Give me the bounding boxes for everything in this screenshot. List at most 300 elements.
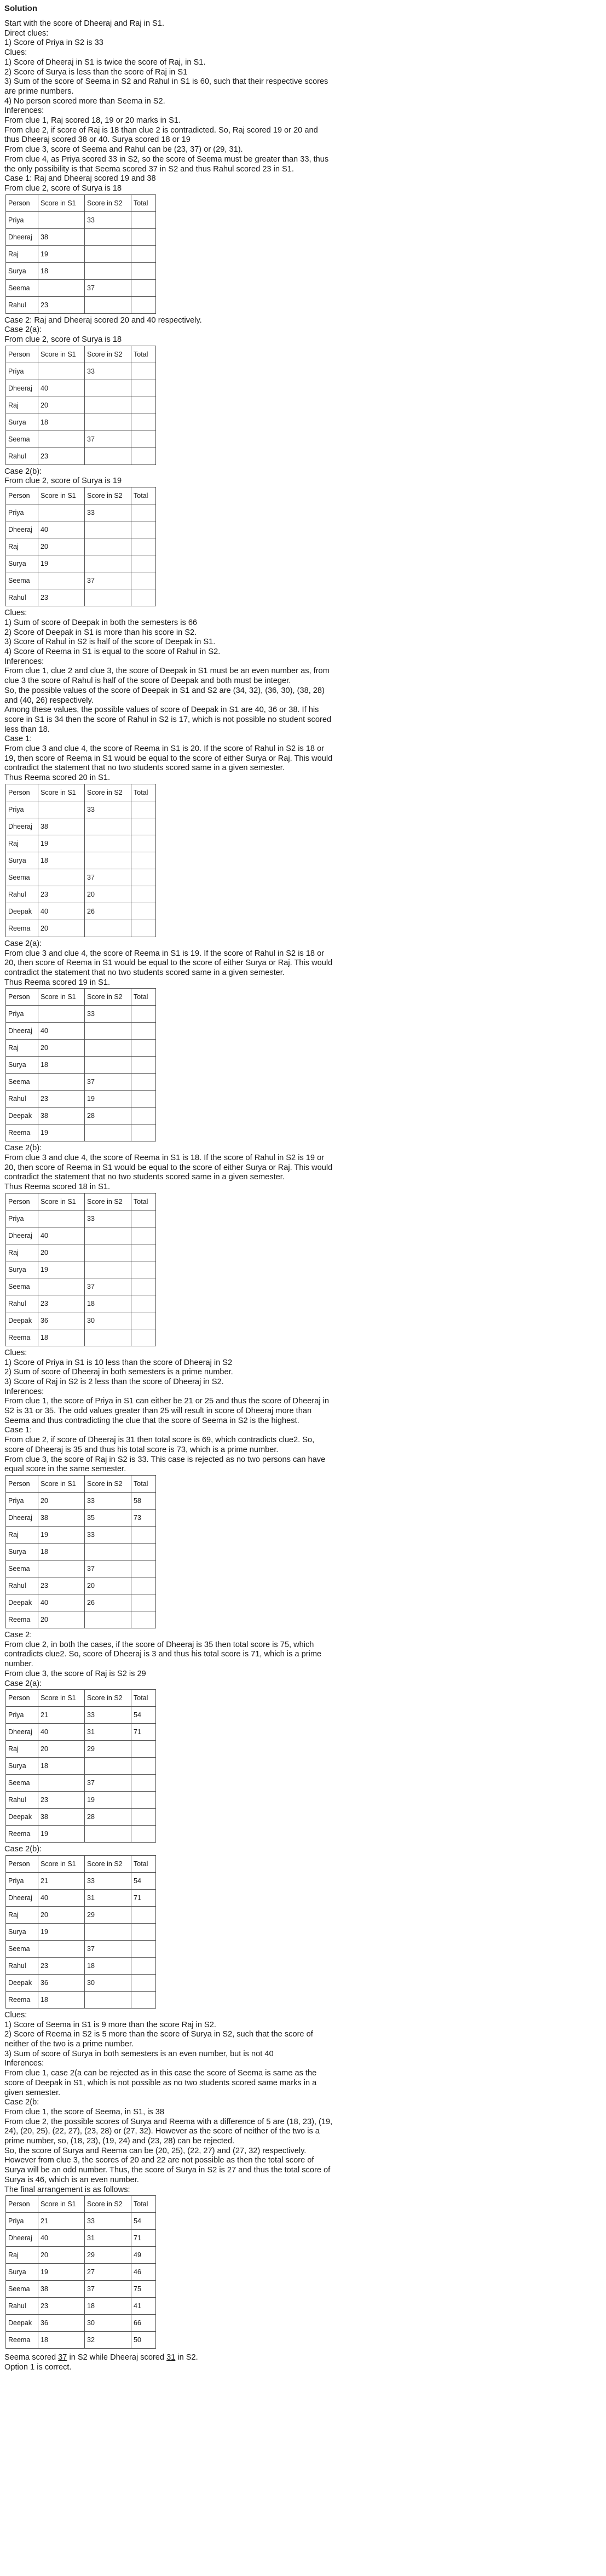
table-cell: Priya xyxy=(6,363,38,380)
table-cell: 37 xyxy=(85,572,131,589)
table-header-cell: Score in S2 xyxy=(85,194,131,211)
table-cell: 27 xyxy=(85,2264,131,2281)
text-block xyxy=(4,1349,601,1475)
table-cell: Dheeraj xyxy=(6,1889,38,1906)
answer-suffix: in S2. xyxy=(175,2353,198,2362)
table-header-cell: Person xyxy=(6,487,38,504)
text-line: Clues: xyxy=(4,2010,27,2020)
table-cell: 71 xyxy=(131,2230,156,2247)
table-cell: Surya xyxy=(6,1923,38,1940)
table-row xyxy=(6,1108,156,1125)
table-cell xyxy=(131,886,156,903)
table-cell xyxy=(131,1023,156,1040)
table-cell: Raj xyxy=(6,1741,38,1758)
text-line: From clue 2, score of Surya is 18 xyxy=(4,183,122,193)
table-cell: 26 xyxy=(85,1594,131,1611)
table-row xyxy=(6,1329,156,1346)
table-cell: 41 xyxy=(131,2298,156,2315)
table-cell: Rahul xyxy=(6,1792,38,1809)
table-cell: 37 xyxy=(85,279,131,296)
table-cell xyxy=(131,1577,156,1594)
table-cell xyxy=(131,363,156,380)
score-table-wrapper xyxy=(4,1689,601,1843)
table-cell: Raj xyxy=(6,1527,38,1544)
table-cell xyxy=(85,1991,131,2008)
text-block xyxy=(4,939,601,988)
table-cell: 18 xyxy=(85,1295,131,1312)
text-line: contradict the statement that no two students scored same in a given semester. xyxy=(4,1173,285,1182)
table-header-row xyxy=(6,2196,156,2213)
table-cell xyxy=(131,869,156,886)
table-row xyxy=(6,869,156,886)
table-row xyxy=(6,1826,156,1843)
text-line: Case 1: xyxy=(4,735,32,744)
table-cell: Raj xyxy=(6,245,38,262)
table-cell xyxy=(85,521,131,538)
text-line: 3) Sum of the score of Seema in S2 and Rahul in S1 is 60, such that their respective scores xyxy=(4,77,328,87)
table-row xyxy=(6,852,156,869)
table-cell xyxy=(85,1227,131,1244)
text-line: 3) Score of Raj in S2 is 2 less than the score of Dheeraj in S2. xyxy=(4,1377,224,1386)
table-cell: Dheeraj xyxy=(6,2230,38,2247)
text-line: Case 2(a): xyxy=(4,325,42,335)
text-line: Case 2(a): xyxy=(4,1679,42,1688)
table-header-cell: Score in S2 xyxy=(85,1690,131,1707)
table-cell xyxy=(131,1611,156,1628)
table-header-cell: Total xyxy=(131,1855,156,1872)
table-cell xyxy=(131,1006,156,1023)
table-row xyxy=(6,1957,156,1974)
table-cell: 33 xyxy=(85,1707,131,1724)
table-cell: 37 xyxy=(85,1775,131,1792)
table-cell xyxy=(131,431,156,447)
table-cell: 38 xyxy=(38,228,85,245)
table-cell: 23 xyxy=(38,1957,85,1974)
table-cell: 33 xyxy=(85,1210,131,1227)
text-line: From clue 3, the score of Raj in S2 is 33. This case is rejected as no two persons can have xyxy=(4,1455,326,1464)
table-cell: 37 xyxy=(85,1278,131,1295)
table-cell xyxy=(131,818,156,835)
table-cell: 75 xyxy=(131,2281,156,2298)
table-cell xyxy=(131,1775,156,1792)
table-cell xyxy=(38,279,85,296)
text-line: score of Deepak in S1, which is not possible as no two students scored same marks in a xyxy=(4,2078,317,2087)
table-cell: 33 xyxy=(85,2213,131,2230)
text-line: Inferences: xyxy=(4,2059,44,2068)
table-header-cell: Person xyxy=(6,1690,38,1707)
text-line: 24), (20, 25), (22, 27), (23, 28) or (27, 32). However as the score of neither of the two is a xyxy=(4,2127,320,2136)
table-row xyxy=(6,1792,156,1809)
table-cell: Deepak xyxy=(6,2315,38,2332)
table-cell: 30 xyxy=(85,1974,131,1991)
table-cell xyxy=(85,1023,131,1040)
table-cell xyxy=(85,262,131,279)
table-cell xyxy=(131,801,156,818)
table-cell xyxy=(131,1108,156,1125)
table-header-cell: Score in S2 xyxy=(85,346,131,363)
table-cell: 20 xyxy=(38,1741,85,1758)
table-cell: 40 xyxy=(38,903,85,920)
table-cell: 19 xyxy=(38,1527,85,1544)
table-header-cell: Score in S2 xyxy=(85,487,131,504)
table-cell xyxy=(38,572,85,589)
table-cell: Surya xyxy=(6,1057,38,1074)
table-cell xyxy=(131,1091,156,1108)
page-title: Solution xyxy=(4,4,37,13)
table-header-cell: Total xyxy=(131,346,156,363)
table-cell xyxy=(38,211,85,228)
table-cell: 19 xyxy=(38,835,85,852)
table-cell xyxy=(131,279,156,296)
text-line: Clues: xyxy=(4,1348,27,1357)
table-cell: 50 xyxy=(131,2332,156,2349)
table-cell: 38 xyxy=(38,818,85,835)
table-cell: 37 xyxy=(85,869,131,886)
table-cell xyxy=(131,1295,156,1312)
table-header-cell: Score in S2 xyxy=(85,1855,131,1872)
table-cell: 19 xyxy=(38,1261,85,1278)
table-cell: 20 xyxy=(85,1577,131,1594)
answer-prefix: Seema scored xyxy=(4,2353,59,2362)
table-cell: 33 xyxy=(85,363,131,380)
table-cell: 19 xyxy=(38,2264,85,2281)
table-cell: 23 xyxy=(38,589,85,606)
text-line: number. xyxy=(4,1660,33,1669)
table-cell: Surya xyxy=(6,262,38,279)
table-header-row xyxy=(6,1476,156,1493)
table-cell: Deepak xyxy=(6,1974,38,1991)
table-cell xyxy=(131,1594,156,1611)
text-line: 20, then score of Reema in S1 would be equal to the score of either Surya or Raj. This would xyxy=(4,959,333,968)
table-cell: Dheeraj xyxy=(6,818,38,835)
text-line: contradict the statement that no two students scored same in a given semester. xyxy=(4,764,285,773)
text-line: 2) Score of Reema in S2 is 5 more than the score of Surya in S2, such that the score of xyxy=(4,2030,313,2039)
table-row xyxy=(6,1510,156,1527)
table-cell: 21 xyxy=(38,2213,85,2230)
table-cell: 54 xyxy=(131,2213,156,2230)
table-cell xyxy=(85,296,131,313)
table-cell: 40 xyxy=(38,1889,85,1906)
table-cell: 37 xyxy=(85,2281,131,2298)
text-line: Inferences: xyxy=(4,1387,44,1396)
table-cell: 40 xyxy=(38,1023,85,1040)
table-cell xyxy=(131,1991,156,2008)
table-row xyxy=(6,504,156,521)
table-header-cell: Person xyxy=(6,1855,38,1872)
table-cell: Seema xyxy=(6,431,38,447)
table-cell xyxy=(131,1278,156,1295)
table-cell: 40 xyxy=(38,380,85,397)
table-row xyxy=(6,211,156,228)
table-cell: Raj xyxy=(6,397,38,414)
table-cell xyxy=(131,447,156,464)
text-line: Case 1: xyxy=(4,1426,32,1435)
table-cell xyxy=(131,1527,156,1544)
text-block xyxy=(4,1845,601,1855)
table-cell: 37 xyxy=(85,1074,131,1091)
table-cell xyxy=(38,504,85,521)
text-line: and (40, 26) respectively. xyxy=(4,696,94,705)
table-cell xyxy=(38,869,85,886)
table-cell: 19 xyxy=(85,1792,131,1809)
text-line: From clue 3, the score of Raj is S2 is 29 xyxy=(4,1669,146,1678)
text-line: Thus Reema scored 19 in S1. xyxy=(4,978,111,987)
table-cell: Seema xyxy=(6,1560,38,1577)
text-line: Case 2(b): xyxy=(4,1845,42,1854)
text-line: From clue 4, as Priya scored 33 in S2, so the score of Seema must be greater than 33, thus xyxy=(4,154,329,164)
score-table xyxy=(5,1689,156,1843)
answer-block xyxy=(4,2353,601,2372)
table-header-cell: Total xyxy=(131,487,156,504)
table-row xyxy=(6,1312,156,1329)
table-cell xyxy=(85,380,131,397)
text-line: are prime numbers. xyxy=(4,87,74,96)
table-cell: 20 xyxy=(38,920,85,937)
table-cell: 33 xyxy=(85,1872,131,1889)
table-cell: 18 xyxy=(85,2298,131,2315)
text-line: 1) Score of Dheeraj in S1 is twice the score of Raj, in S1. xyxy=(4,58,206,67)
table-row xyxy=(6,1006,156,1023)
table-row xyxy=(6,2230,156,2247)
table-cell xyxy=(38,1560,85,1577)
score-table xyxy=(5,2195,156,2349)
text-line: Surya is 46, which is an even number. xyxy=(4,2175,139,2184)
table-cell: Priya xyxy=(6,504,38,521)
table-header-cell: Score in S2 xyxy=(85,2196,131,2213)
score-table xyxy=(5,784,156,937)
table-cell: Seema xyxy=(6,1775,38,1792)
table-cell: 18 xyxy=(38,1057,85,1074)
table-cell xyxy=(131,414,156,431)
text-line: Among these values, the possible values of score of Deepak in S1 are 40, 36 or 38. If his xyxy=(4,705,319,715)
table-row xyxy=(6,1611,156,1628)
table-cell: Dheeraj xyxy=(6,1510,38,1527)
table-cell: 19 xyxy=(38,245,85,262)
table-cell xyxy=(38,431,85,447)
text-line: Case 2: Raj and Dheeraj scored 20 and 40 respectively. xyxy=(4,315,202,325)
table-cell: Raj xyxy=(6,2247,38,2264)
table-cell: 29 xyxy=(85,1741,131,1758)
table-cell: Reema xyxy=(6,1329,38,1346)
text-line: 2) Sum of score of Dheeraj in both semesters is a prime number. xyxy=(4,1368,233,1377)
table-cell: Dheeraj xyxy=(6,228,38,245)
table-header-cell: Score in S1 xyxy=(38,346,85,363)
text-line: 2) Score of Deepak in S1 is more than his score in S2. xyxy=(4,628,197,637)
table-cell: 49 xyxy=(131,2247,156,2264)
table-row xyxy=(6,538,156,555)
table-cell xyxy=(85,1544,131,1560)
table-row xyxy=(6,1125,156,1141)
table-cell: Priya xyxy=(6,2213,38,2230)
table-cell: 29 xyxy=(85,2247,131,2264)
text-line: From clue 3, score of Seema and Rahul can be (23, 37) or (29, 31). xyxy=(4,145,243,154)
table-cell: Reema xyxy=(6,1611,38,1628)
table-header-row xyxy=(6,784,156,801)
table-cell xyxy=(131,1560,156,1577)
table-cell xyxy=(38,801,85,818)
text-line: From clue 2, the possible scores of Surya and Reema with a difference of 5 are (18, 23), (19, xyxy=(4,2117,333,2126)
table-cell: Surya xyxy=(6,1261,38,1278)
table-header-row xyxy=(6,487,156,504)
text-line: Inferences: xyxy=(4,657,44,666)
text-line: The final arrangement is as follows: xyxy=(4,2185,130,2194)
table-row xyxy=(6,1023,156,1040)
table-cell xyxy=(131,1923,156,1940)
table-cell: 23 xyxy=(38,1295,85,1312)
text-line: 20, then score of Reema in S1 would be equal to the score of either Surya or Raj. This would xyxy=(4,1163,333,1172)
table-cell xyxy=(131,1261,156,1278)
text-line: From clue 1, Raj scored 18, 19 or 20 marks in S1. xyxy=(4,116,181,125)
table-cell: 71 xyxy=(131,1889,156,1906)
table-cell: 23 xyxy=(38,1792,85,1809)
table-row xyxy=(6,589,156,606)
text-line: Case 2(b): xyxy=(4,1144,42,1153)
table-row xyxy=(6,2315,156,2332)
table-cell xyxy=(131,296,156,313)
score-table xyxy=(5,487,156,606)
table-cell: 33 xyxy=(85,1006,131,1023)
table-cell xyxy=(131,1957,156,1974)
table-header-row xyxy=(6,1690,156,1707)
table-row xyxy=(6,1889,156,1906)
table-cell: Deepak xyxy=(6,1809,38,1826)
text-line: Case 1: Raj and Dheeraj scored 19 and 38 xyxy=(4,174,156,183)
table-cell: Surya xyxy=(6,1758,38,1775)
text-line: clue 3 the score of Rahul is half of the score of Deepak and both must be integer. xyxy=(4,676,291,686)
table-cell: 35 xyxy=(85,1510,131,1527)
table-cell xyxy=(85,555,131,572)
table-row xyxy=(6,2213,156,2230)
table-cell: Rahul xyxy=(6,1577,38,1594)
table-cell: 23 xyxy=(38,886,85,903)
table-cell: 20 xyxy=(38,1611,85,1628)
text-line: From clue 2, score of Surya is 18 xyxy=(4,335,122,345)
table-row xyxy=(6,2247,156,2264)
table-cell xyxy=(38,1006,85,1023)
table-row xyxy=(6,1758,156,1775)
text-line: Inferences: xyxy=(4,106,44,116)
table-cell: 33 xyxy=(85,211,131,228)
table-cell: 38 xyxy=(38,1510,85,1527)
table-row xyxy=(6,1923,156,1940)
text-line: given semester. xyxy=(4,2088,61,2097)
table-header-row xyxy=(6,1855,156,1872)
table-cell xyxy=(131,521,156,538)
score-table-wrapper xyxy=(4,194,601,314)
table-cell xyxy=(85,1758,131,1775)
table-header-cell: Total xyxy=(131,784,156,801)
table-cell: Dheeraj xyxy=(6,1227,38,1244)
table-row xyxy=(6,572,156,589)
table-cell: 20 xyxy=(38,2247,85,2264)
table-row xyxy=(6,555,156,572)
text-line: Clues: xyxy=(4,48,27,58)
text-line: 3) Score of Rahul in S2 is half of the score of Deepak in S1. xyxy=(4,638,216,647)
text-line: From clue 2, in both the cases, if the score of Dheeraj is 35 then total score is 75, which xyxy=(4,1640,314,1649)
table-row xyxy=(6,1074,156,1091)
table-cell xyxy=(131,1227,156,1244)
table-cell: 23 xyxy=(38,2298,85,2315)
table-header-cell: Score in S1 xyxy=(38,1476,85,1493)
answer-middle: in S2 while Dheeraj scored xyxy=(67,2353,167,2362)
table-cell: 20 xyxy=(38,1040,85,1057)
text-line: 1) Score of Priya in S1 is 10 less than the score of Dheeraj in S2 xyxy=(4,1358,233,1367)
table-cell: Rahul xyxy=(6,1091,38,1108)
table-cell xyxy=(131,589,156,606)
table-cell: 46 xyxy=(131,2264,156,2281)
table-cell xyxy=(85,920,131,937)
text-line: Case 2(b: xyxy=(4,2098,39,2107)
table-row xyxy=(6,1040,156,1057)
table-cell: 31 xyxy=(85,2230,131,2247)
table-cell: 20 xyxy=(38,1244,85,1261)
text-line: From clue 1, case 2(a can be rejected as in this case the score of Seema is same as the xyxy=(4,2069,317,2078)
table-header-cell: Person xyxy=(6,346,38,363)
text-block xyxy=(4,467,601,486)
table-cell xyxy=(131,1792,156,1809)
table-cell: 40 xyxy=(38,1594,85,1611)
text-line: 3) Sum of score of Surya in both semesters is an even number, but is not 40 xyxy=(4,2049,274,2058)
table-row xyxy=(6,447,156,464)
table-cell xyxy=(85,228,131,245)
table-cell xyxy=(85,447,131,464)
score-table-wrapper xyxy=(4,1855,601,2009)
table-cell xyxy=(131,1040,156,1057)
table-cell xyxy=(131,1809,156,1826)
table-row xyxy=(6,1741,156,1758)
table-row xyxy=(6,397,156,414)
table-cell xyxy=(131,1906,156,1923)
table-cell xyxy=(85,1244,131,1261)
table-cell: Rahul xyxy=(6,589,38,606)
table-row xyxy=(6,296,156,313)
table-cell xyxy=(38,1210,85,1227)
table-cell: 71 xyxy=(131,1724,156,1741)
table-cell xyxy=(85,589,131,606)
table-cell: Seema xyxy=(6,572,38,589)
table-header-row xyxy=(6,1193,156,1210)
table-cell: Rahul xyxy=(6,296,38,313)
table-cell xyxy=(131,1312,156,1329)
table-cell: Deepak xyxy=(6,1594,38,1611)
table-cell: 40 xyxy=(38,1227,85,1244)
score-table-wrapper xyxy=(4,988,601,1141)
score-table-wrapper xyxy=(4,1193,601,1346)
table-cell: Rahul xyxy=(6,886,38,903)
text-line: Thus Reema scored 18 in S1. xyxy=(4,1183,111,1192)
answer-seema-value: 37 xyxy=(58,2353,67,2362)
table-cell xyxy=(85,818,131,835)
text-block xyxy=(4,2011,601,2195)
table-cell xyxy=(131,1329,156,1346)
table-cell: 18 xyxy=(38,1991,85,2008)
table-cell: 19 xyxy=(85,1091,131,1108)
score-table-wrapper xyxy=(4,1475,601,1628)
table-cell: Priya xyxy=(6,1707,38,1724)
table-cell: Priya xyxy=(6,801,38,818)
table-cell: 38 xyxy=(38,2281,85,2298)
table-cell xyxy=(131,504,156,521)
table-cell: 20 xyxy=(38,397,85,414)
score-table-wrapper xyxy=(4,2195,601,2349)
score-table xyxy=(5,194,156,314)
table-row xyxy=(6,1210,156,1227)
table-cell: 54 xyxy=(131,1707,156,1724)
table-cell xyxy=(85,397,131,414)
table-cell xyxy=(131,538,156,555)
table-row xyxy=(6,1991,156,2008)
table-cell: Priya xyxy=(6,211,38,228)
